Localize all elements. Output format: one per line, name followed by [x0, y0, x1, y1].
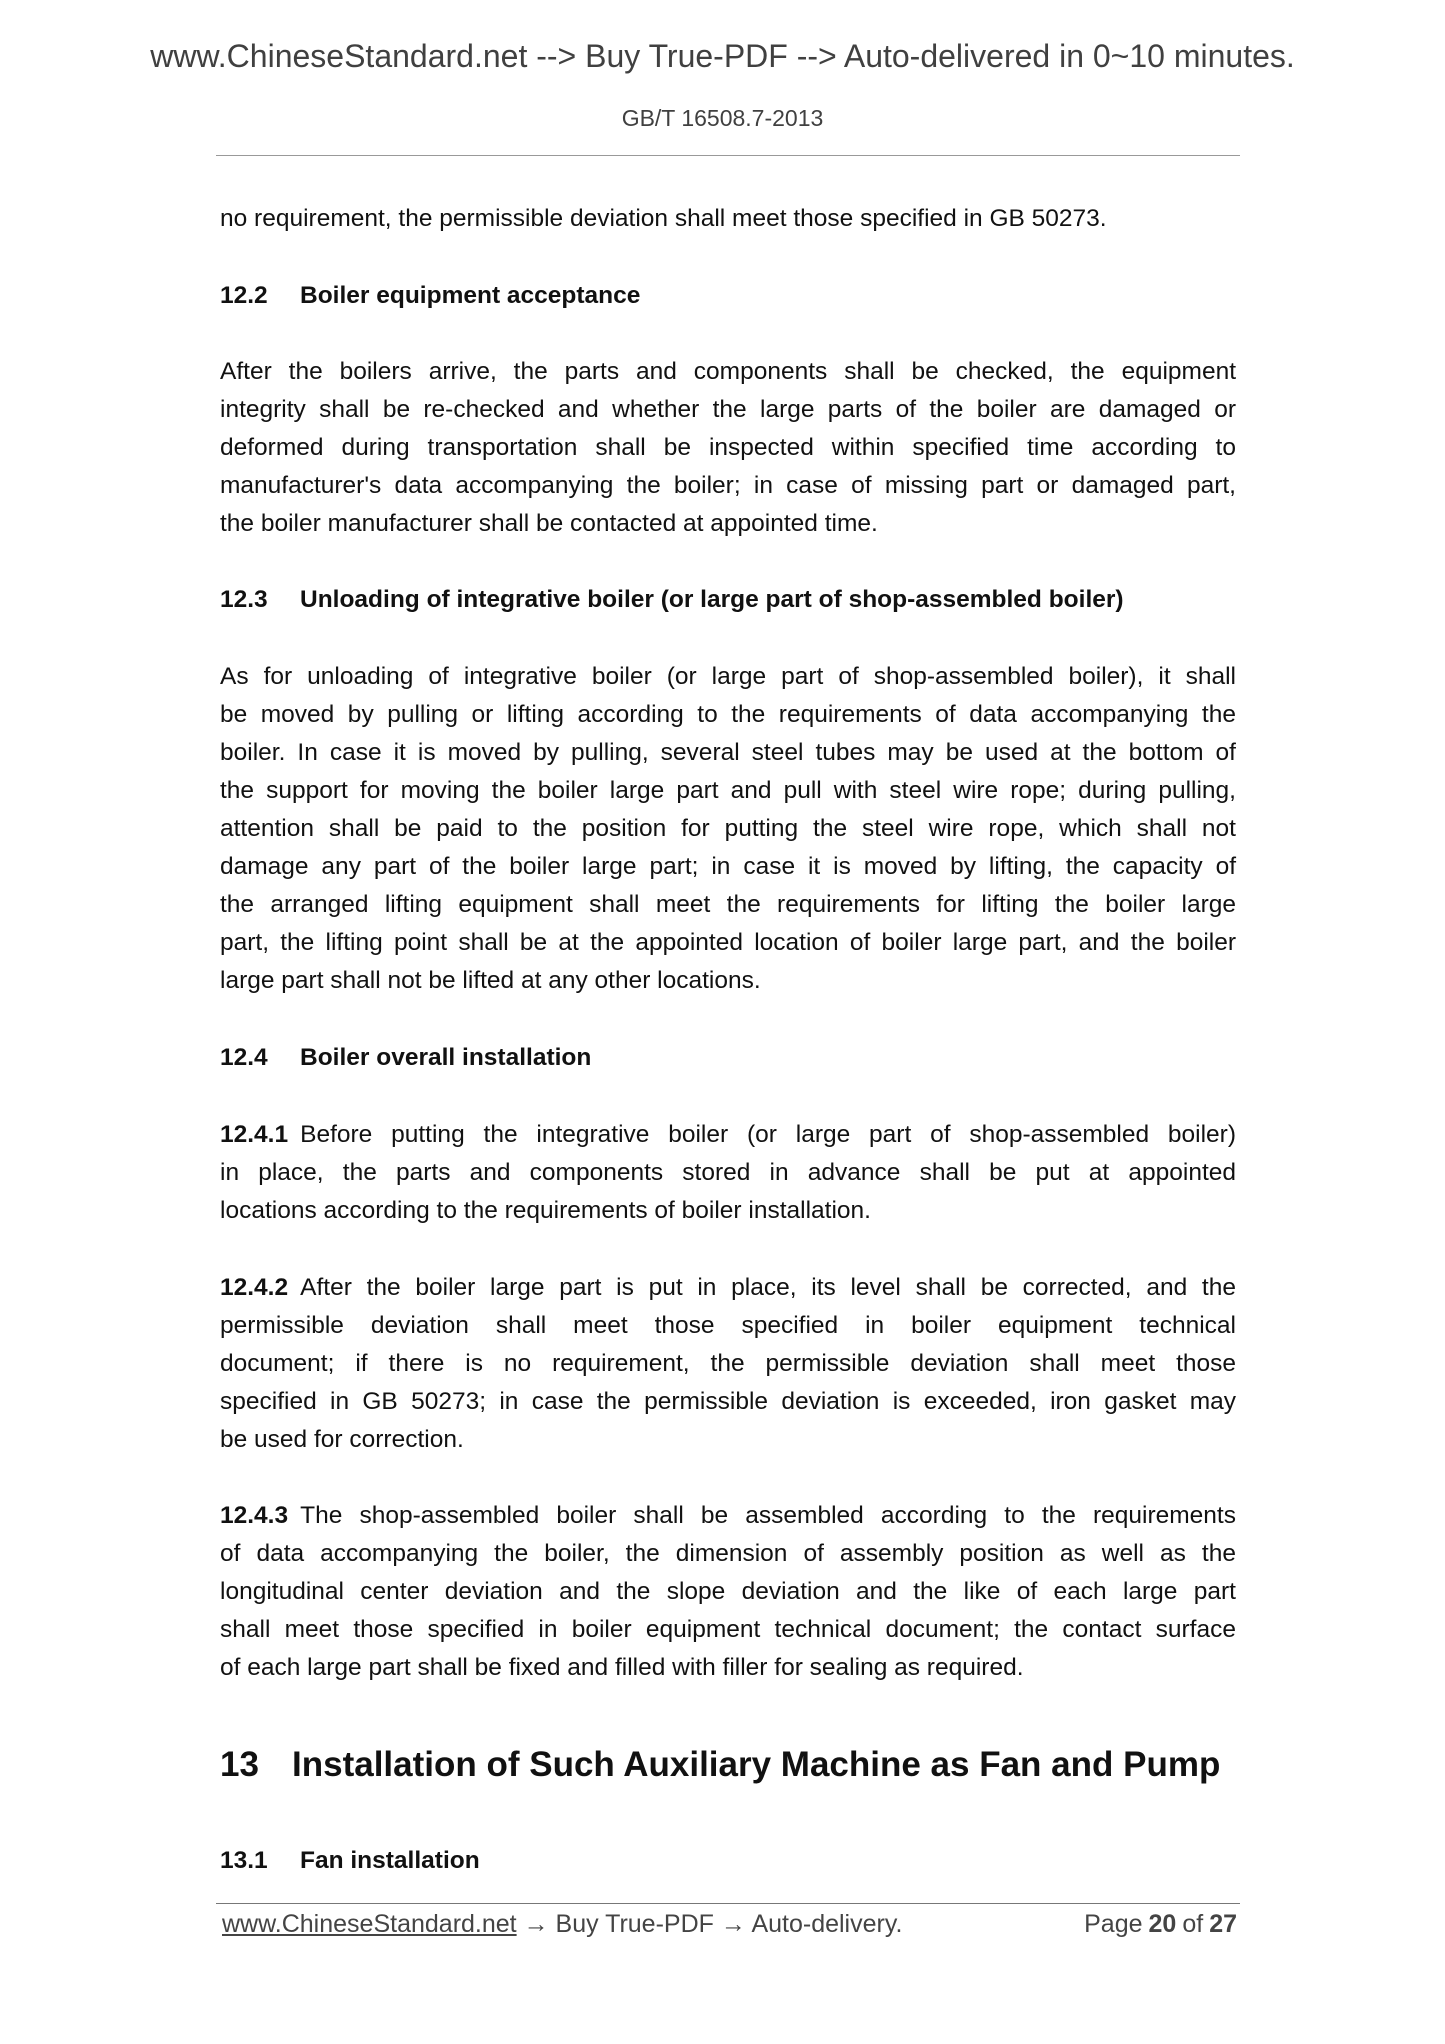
text-line — [220, 353, 1236, 391]
line-text: of data accompanying the boiler, the dimension of assembly position as well as the — [220, 1540, 1236, 1567]
line-text: manufacturer's data accompanying the boiler; in case of missing part or damaged part, — [220, 472, 1236, 499]
paragraph-12-4-1 — [220, 1116, 1236, 1230]
text-line — [220, 810, 1236, 848]
text-line — [220, 1383, 1236, 1421]
line-text: attention shall be paid to the position for putting the steel wire rope, which shall not — [220, 815, 1236, 842]
footer-buy-text: Buy True-PDF — [555, 1910, 714, 1938]
text-line — [220, 1269, 1236, 1307]
text-line — [220, 429, 1236, 467]
section-number: 12.2 — [220, 282, 268, 309]
page-number: 20 — [1148, 1910, 1177, 1938]
line-text: integrity shall be re-checked and whether the large parts of the boiler are damaged or — [220, 396, 1236, 423]
text-line — [220, 886, 1236, 924]
line-text: in place, the parts and components stored in advance shall be put at appointed — [220, 1159, 1236, 1186]
line-text: locations according to the requirements of boiler installation. — [220, 1197, 871, 1224]
text-line — [220, 1154, 1236, 1192]
site-banner: www.ChineseStandard.net --> Buy True-PDF --> Auto-delivered in 0~10 minutes. — [150, 38, 1295, 74]
text-line — [220, 505, 1236, 543]
line-text: After the boilers arrive, the parts and components shall be checked, the equipment — [220, 358, 1236, 385]
line-text: part, the lifting point shall be at the appointed location of boiler large part, and the boiler — [220, 929, 1236, 956]
paragraph-12-3 — [220, 658, 1236, 1000]
paragraph-12-4-3 — [220, 1497, 1236, 1687]
intro-paragraph — [220, 200, 1236, 238]
line-text: As for unloading of integrative boiler (or large part of shop-assembled boiler), it shall — [220, 663, 1236, 690]
line-text: the arranged lifting equipment shall meet the requirements for lifting the boiler large — [220, 891, 1236, 918]
of-label: of — [1182, 1910, 1204, 1938]
footer-divider — [216, 1903, 1240, 1904]
line-text: permissible deviation shall meet those specified in boiler equipment technical — [220, 1312, 1236, 1339]
line-text: shall meet those specified in boiler equipment technical document; the contact surface — [220, 1616, 1236, 1643]
line-text: of each large part shall be fixed and filled with filler for sealing as required. — [220, 1654, 1024, 1681]
text-line — [220, 1497, 1236, 1535]
section-number: 13.1 — [220, 1847, 268, 1874]
text-line — [220, 1611, 1236, 1649]
section-heading-13-1 — [220, 1842, 1236, 1880]
text-line — [220, 924, 1236, 962]
chapter-heading-13 — [220, 1743, 1236, 1787]
section-heading-12-4 — [220, 1039, 1236, 1077]
text-line — [220, 848, 1236, 886]
standard-number: GB/T 16508.7-2013 — [621, 105, 824, 131]
line-text: the support for moving the boiler large part and pull with steel wire rope; during pulling, — [220, 777, 1236, 804]
text-line — [220, 1573, 1236, 1611]
line-text: boiler. In case it is moved by pulling, several steel tubes may be used at the bottom of — [220, 739, 1236, 766]
line-text: longitudinal center deviation and the slope deviation and the like of each large part — [220, 1578, 1236, 1605]
line-text: specified in GB 50273; in case the permissible deviation is exceeded, iron gasket may — [220, 1388, 1236, 1415]
text-line: no requirement, the permissible deviation shall meet those specified in GB 50273. — [220, 205, 1107, 232]
line-text: be moved by pulling or lifting according to the requirements of data accompanying the — [220, 701, 1236, 728]
line-text: document; if there is no requirement, the permissible deviation shall meet those — [220, 1350, 1236, 1377]
text-line — [220, 1421, 1236, 1459]
footer — [222, 1906, 1237, 1942]
page-indicator — [1084, 1906, 1237, 1942]
arrow-right-icon: → — [720, 1910, 746, 1938]
line-text: damage any part of the boiler large part; in case it is moved by lifting, the capacity of — [220, 853, 1236, 880]
header-divider — [216, 155, 1240, 156]
section-number: 12.4 — [220, 1044, 268, 1071]
page-label: Page — [1084, 1910, 1143, 1938]
section-number: 12.3 — [220, 586, 268, 613]
text-line — [220, 467, 1236, 505]
section-title: Unloading of integrative boiler (or large part of shop-assembled boiler) — [300, 586, 1124, 613]
paragraph-12-2 — [220, 353, 1236, 543]
line-text: the boiler manufacturer shall be contacted at appointed time. — [220, 510, 878, 537]
text-line — [220, 962, 1236, 1000]
arrow-right-icon: → — [523, 1910, 549, 1938]
line-text: Before putting the integrative boiler (or large part of shop-assembled boiler) — [300, 1121, 1236, 1148]
section-title: Boiler overall installation — [300, 1044, 592, 1071]
line-text: be used for correction. — [220, 1426, 464, 1453]
line-text: large part shall not be lifted at any other locations. — [220, 967, 761, 994]
text-line — [220, 1307, 1236, 1345]
section-heading-12-2 — [220, 277, 1236, 315]
text-line — [220, 1116, 1236, 1154]
text-line — [220, 1649, 1236, 1687]
line-text: deformed during transportation shall be inspected within specified time according to — [220, 434, 1236, 461]
text-line — [220, 658, 1236, 696]
text-line — [220, 1345, 1236, 1383]
line-text: The shop-assembled boiler shall be assembled according to the requirements — [300, 1502, 1236, 1529]
chapter-number: 13 — [220, 1745, 259, 1784]
section-title: Fan installation — [300, 1847, 480, 1874]
clause-number: 12.4.2 — [220, 1274, 289, 1301]
page-total: 27 — [1209, 1910, 1237, 1938]
text-line — [220, 734, 1236, 772]
text-line — [220, 1535, 1236, 1573]
text-line — [220, 696, 1236, 734]
paragraph-12-4-2 — [220, 1269, 1236, 1459]
section-title: Boiler equipment acceptance — [300, 282, 641, 309]
text-line — [220, 772, 1236, 810]
clause-number: 12.4.3 — [220, 1502, 289, 1529]
section-heading-12-3 — [220, 581, 1236, 619]
clause-number: 12.4.1 — [220, 1121, 289, 1148]
footer-site-link[interactable]: www.ChineseStandard.net — [222, 1910, 517, 1938]
footer-auto-text: Auto-delivery. — [751, 1910, 903, 1938]
text-line — [220, 391, 1236, 429]
line-text: After the boiler large part is put in place, its level shall be corrected, and the — [300, 1274, 1236, 1301]
chapter-title: Installation of Such Auxiliary Machine as Fan and Pump — [292, 1745, 1221, 1784]
text-line — [220, 1192, 1236, 1230]
